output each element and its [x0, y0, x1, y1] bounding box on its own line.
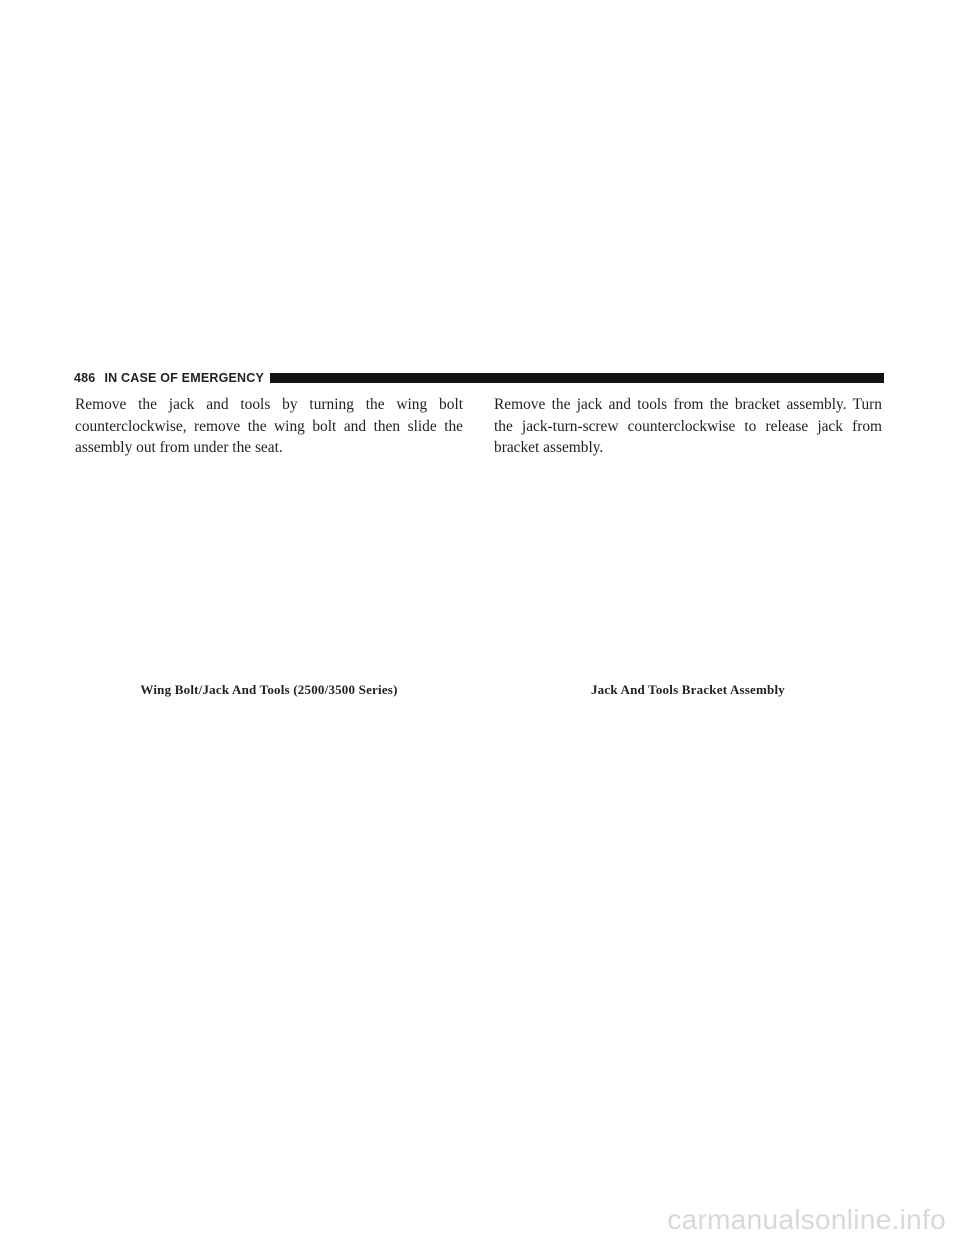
wing-bolt-figure	[75, 478, 463, 668]
page-header	[74, 370, 884, 386]
left-paragraph: Remove the jack and tools by turning the wing bolt counterclockwise, remove the wing bolt and then slide the assembly out from under the seat.	[75, 396, 463, 456]
left-figure-caption: Wing Bolt/Jack And Tools (2500/3500 Series)	[140, 682, 398, 697]
page-number: 486	[74, 371, 96, 385]
bracket-assembly-figure	[494, 478, 882, 668]
right-figure-caption: Jack And Tools Bracket Assembly	[590, 682, 785, 697]
right-paragraph: Remove the jack and tools from the bracket assembly. Turn the jack-turn-screw counterclockwise to release jack from bracket assembly.	[494, 396, 882, 456]
header-rule	[270, 373, 884, 383]
watermark: carmanualsonline.info	[667, 1204, 946, 1235]
section-title: IN CASE OF EMERGENCY	[104, 371, 265, 385]
